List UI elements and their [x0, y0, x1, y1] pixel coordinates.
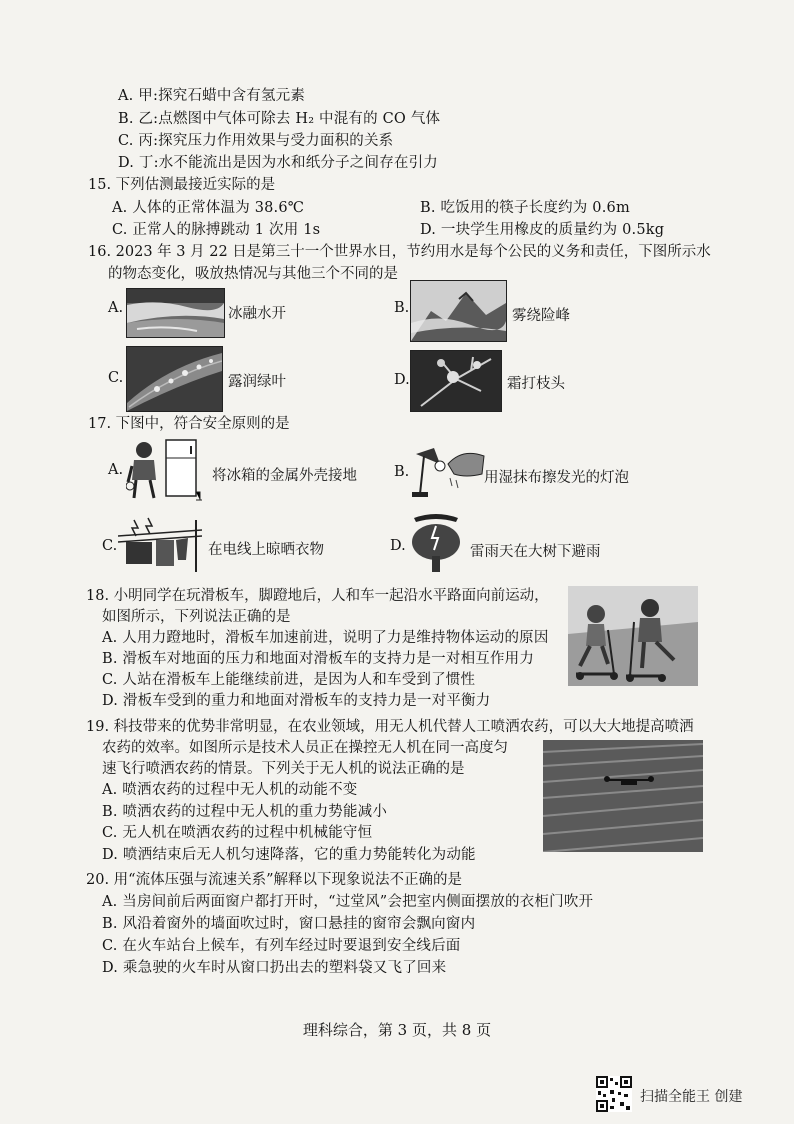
q15-option-d: D. 一块学生用橡皮的质量约为 0.5kg — [420, 222, 665, 238]
q19-option-a: A. 喷洒农药的过程中无人机的动能不变 — [102, 782, 358, 798]
q14-option-a: A. 甲:探究石蜡中含有氢元素 — [118, 88, 306, 104]
q16-c-label: C. — [108, 370, 124, 386]
q16-c-caption: 露润绿叶 — [228, 374, 286, 390]
q19-stem-line2: 农药的效率。如图所示是技术人员正在操控无人机在同一高度匀 — [102, 740, 508, 756]
q17-d-caption: 雷雨天在大树下避雨 — [470, 544, 601, 560]
q15-option-a: A. 人体的正常体温为 38.6℃ — [112, 200, 305, 216]
q15-stem: 15. 下列估测最接近实际的是 — [88, 177, 276, 193]
scooter-children-photo — [568, 586, 698, 686]
tree-in-thunderstorm-illustration — [406, 512, 466, 574]
q16-stem-line1: 16. 2023 年 3 月 22 日是第三十一个世界水日，节约用水是每个公民的义务和责任，下图所示水 — [88, 244, 711, 260]
drone-spraying-photo — [543, 740, 703, 852]
q14-option-c: C. 丙:探究压力作用效果与受力面积的关系 — [118, 133, 394, 149]
q16-stem-line2: 的物态变化，吸放热情况与其他三个不同的是 — [108, 266, 398, 282]
q14-option-d: D. 丁:水不能流出是因为水和纸分子之间存在引力 — [118, 155, 439, 171]
q20-option-a: A. 当房间前后两面窗户都打开时，“过堂风”会把室内侧面摆放的衣柜门吹开 — [102, 894, 594, 910]
q17-d-label: D. — [390, 538, 406, 554]
clothes-on-wire-illustration — [118, 516, 202, 572]
q17-a-caption: 将冰箱的金属外壳接地 — [212, 468, 357, 484]
wet-cloth-lamp-illustration — [410, 444, 488, 500]
q20-stem: 20. 用“流体压强与流速关系”解释以下现象说法不正确的是 — [86, 872, 462, 888]
q14-option-b: B. 乙:点燃图中气体可除去 H₂ 中混有的 CO 气体 — [118, 111, 441, 127]
q19-option-c: C. 无人机在喷洒农药的过程中机械能守恒 — [102, 825, 373, 841]
q19-stem-line3: 速飞行喷洒农药的情景。下列关于无人机的说法正确的是 — [102, 761, 465, 777]
q20-option-d: D. 乘急驶的火车时从窗口扔出去的塑料袋又飞了回来 — [102, 960, 447, 976]
q17-c-caption: 在电线上晾晒衣物 — [208, 542, 324, 558]
q19-option-d: D. 喷洒结束后无人机匀速降落，它的重力势能转化为动能 — [102, 847, 476, 863]
qr-code-icon — [596, 1076, 632, 1112]
q18-option-d: D. 滑板车受到的重力和地面对滑板车的支持力是一对平衡力 — [102, 693, 491, 709]
q20-option-c: C. 在火车站台上候车，有列车经过时要退到安全线后面 — [102, 938, 461, 954]
q16-d-label: D. — [394, 372, 410, 388]
fridge-grounding-illustration — [126, 436, 202, 502]
q18-stem-line1: 18. 小明同学在玩滑板车，脚蹬地后，人和车一起沿水平路面向前运动， — [86, 588, 549, 604]
q18-option-a: A. 人用力蹬地时，滑板车加速前进，说明了力是维持物体运动的原因 — [102, 630, 549, 646]
frosty-branch-image — [410, 350, 502, 412]
q15-option-c: C. 正常人的脉搏跳动 1 次用 1s — [112, 222, 321, 238]
foggy-mountain-image — [410, 280, 507, 342]
q16-b-label: B. — [394, 300, 410, 316]
q19-stem-line1: 19. 科技带来的优势非常明显，在农业领域，用无人机代替人工喷洒农药，可以大大地提高喷洒 — [86, 719, 694, 735]
q18-option-b: B. 滑板车对地面的压力和地面对滑板车的支持力是一对相互作用力 — [102, 651, 535, 667]
q18-option-c: C. 人站在滑板车上能继续前进，是因为人和车受到了惯性 — [102, 672, 476, 688]
dewy-leaf-image — [126, 346, 223, 412]
q16-b-caption: 雾绕险峰 — [512, 308, 570, 324]
q17-b-label: B. — [394, 464, 410, 480]
scanner-brand-text: 扫描全能王 创建 — [640, 1089, 743, 1105]
q15-option-b: B. 吃饭用的筷子长度约为 0.6m — [420, 200, 630, 216]
q17-b-caption: 用湿抹布擦发光的灯泡 — [484, 470, 629, 486]
q17-c-label: C. — [102, 538, 118, 554]
q17-a-label: A. — [108, 462, 124, 478]
page-footer: 理科综合，第 3 页，共 8 页 — [302, 1021, 492, 1039]
q16-d-caption: 霜打枝头 — [507, 376, 565, 392]
q17-stem: 17. 下图中，符合安全原则的是 — [88, 416, 290, 432]
q16-a-label: A. — [108, 300, 124, 316]
q20-option-b: B. 风沿着窗外的墙面吹过时，窗口悬挂的窗帘会飘向窗内 — [102, 916, 476, 932]
ice-melting-image — [126, 288, 225, 338]
q16-a-caption: 冰融水开 — [228, 306, 286, 322]
q18-stem-line2: 如图所示，下列说法正确的是 — [102, 609, 291, 625]
q19-option-b: B. 喷洒农药的过程中无人机的重力势能减小 — [102, 804, 388, 820]
